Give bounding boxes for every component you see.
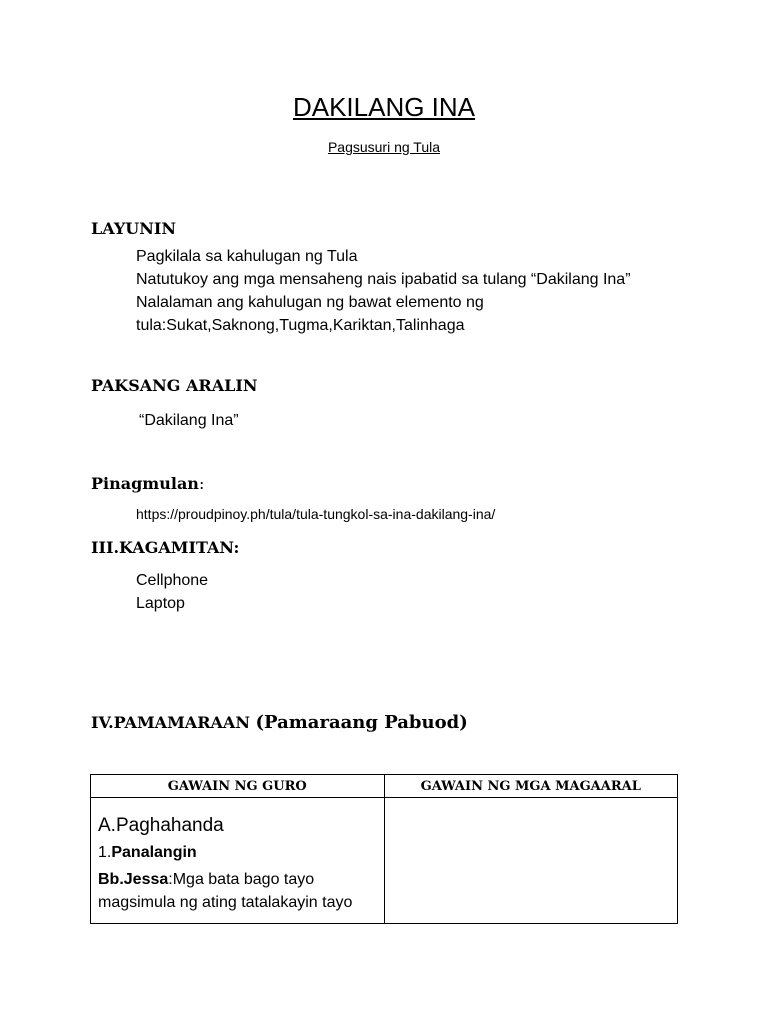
kagamitan-heading: III.KAGAMITAN: [91,538,240,557]
paksang-aralin-value: “Dakilang Ina” [139,412,239,429]
step-label: Panalangin [111,844,197,861]
lesson-plan-table [90,774,678,924]
layunin-list [136,245,676,337]
layunin-item: Nalalaman ang kahulugan ng bawat elemento ng tula:Sukat,Saknong,Tugma,Kariktan,Talinhaga [136,294,484,334]
paksang-aralin-heading: PAKSANG ARALIN [91,376,258,395]
pamamaraan-method: (Pamaraang Pabuod) [255,712,468,733]
pamamaraan-label: IV.PAMAMARAAN [91,713,250,732]
document-title: DAKILANG INA [292,92,476,122]
pinagmulan-label: Pinagmulan [91,474,199,493]
speaker-name: Bb.Jessa [98,871,169,888]
step-line [98,841,377,864]
magaaral-cell [384,798,678,924]
column-header-guro: GAWAIN NG GURO [91,775,385,798]
table-row [91,798,678,924]
step-number: 1. [98,844,112,861]
kagamitan-item: Cellphone [136,572,209,589]
pamamaraan-heading [91,712,468,733]
kagamitan-item: Laptop [136,595,185,612]
section-title: A.Paghahanda [98,815,224,836]
document-subtitle: Pagsusuri ng Tula [327,139,441,155]
column-header-magaaral: GAWAIN NG MGA MAGAARAL [384,775,678,798]
source-url[interactable]: https://proudpinoy.ph/tula/tula-tungkol-sa-ina-dakilang-ina/ [136,506,496,522]
pinagmulan-colon: : [198,474,205,493]
speech-text: :Mga bata bago tayo magsimula ng ating tatalakayin tayo [98,871,353,911]
layunin-heading: LAYUNIN [91,219,176,238]
layunin-item: Natutukoy ang mga mensaheng nais ipabatid sa tulang “Dakilang Ina” [136,271,631,288]
kagamitan-list [136,569,676,615]
layunin-item: Pagkilala sa kahulugan ng Tula [136,248,358,265]
guro-cell [91,798,385,924]
pinagmulan-heading [91,474,204,493]
speech-line [98,868,377,914]
table-header-row [91,775,678,798]
